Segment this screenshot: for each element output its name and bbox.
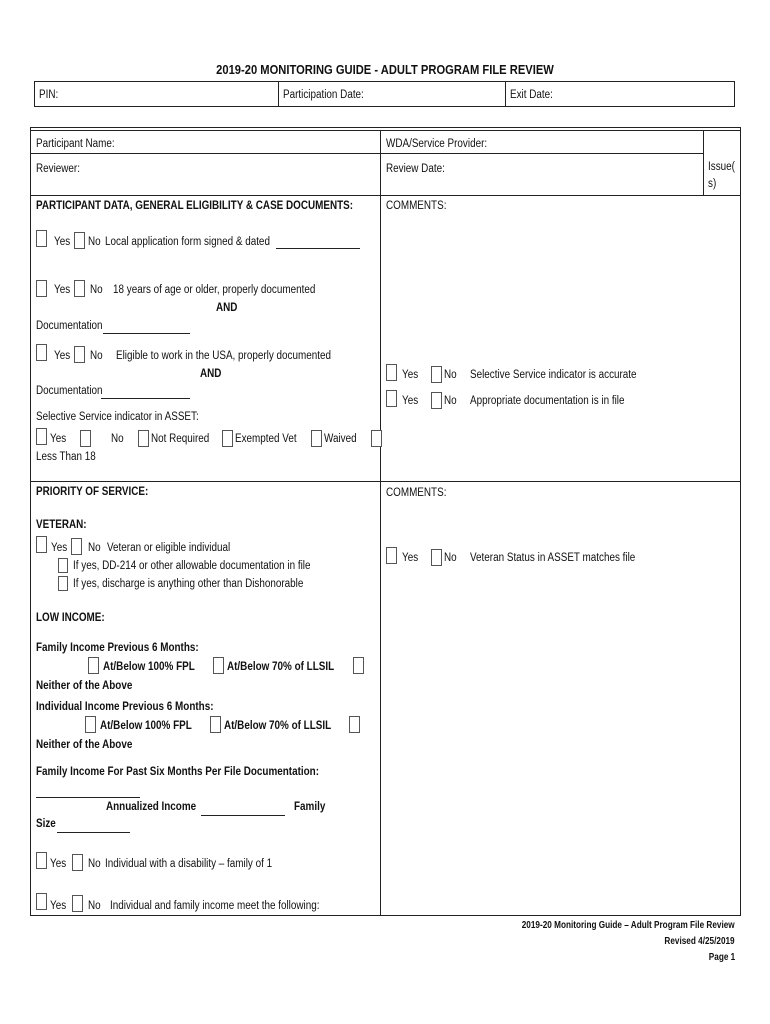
yes-label: Yes	[54, 350, 71, 362]
section2-comments: COMMENTS:	[386, 487, 447, 499]
fpl-label: At/Below 100% FPL	[100, 720, 192, 732]
doc-in-file-label: Appropriate documentation is in file	[470, 395, 625, 407]
work-yes-checkbox[interactable]	[36, 344, 47, 361]
ss-accurate-label: Selective Service indicator is accurate	[470, 369, 637, 381]
individual-income-prev-label: Individual Income Previous 6 Months:	[36, 701, 214, 713]
ss-accurate-yes-checkbox[interactable]	[386, 364, 397, 381]
pin-field[interactable]: PIN:	[39, 89, 59, 101]
doc-in-file-no-checkbox[interactable]	[431, 392, 442, 409]
age-label: 18 years of age or older, properly documented	[113, 284, 316, 296]
participant-name-field[interactable]: Participant Name:	[36, 138, 115, 150]
documentation-underline	[101, 398, 190, 399]
dd214-checkbox[interactable]	[58, 558, 68, 573]
yes-label: Yes	[54, 284, 71, 296]
veteran-item-label: Veteran or eligible individual	[107, 542, 231, 554]
fpl-label: At/Below 100% FPL	[103, 661, 195, 673]
work-label: Eligible to work in the USA, properly documented	[116, 350, 331, 362]
family-neither-checkbox[interactable]	[353, 657, 364, 674]
local-app-yes-checkbox[interactable]	[36, 230, 47, 247]
local-app-no-checkbox[interactable]	[74, 232, 85, 249]
header-row	[34, 81, 735, 107]
neither-label: Neither of the Above	[36, 739, 133, 751]
footer-revised: Revised 4/25/2019	[664, 936, 735, 947]
ss-yes-checkbox[interactable]	[36, 428, 47, 445]
no-label: No	[88, 900, 101, 912]
llsil-label: At/Below 70% of LLSIL	[227, 661, 335, 673]
no-label: No	[88, 858, 101, 870]
ss-not-required-checkbox[interactable]	[138, 430, 149, 447]
disability-no-checkbox[interactable]	[72, 854, 83, 871]
exit-date-field[interactable]: Exit Date:	[510, 89, 553, 101]
footer-title: 2019-20 Monitoring Guide – Adult Program File Review	[522, 920, 735, 931]
work-no-checkbox[interactable]	[74, 346, 85, 363]
indiv-neither-checkbox[interactable]	[349, 716, 360, 733]
yes-label: Yes	[50, 858, 67, 870]
page-title: 2019-20 MONITORING GUIDE - ADULT PROGRAM FILE REVIEW	[216, 62, 554, 77]
family-fpl-checkbox[interactable]	[88, 657, 99, 674]
reviewer-field[interactable]: Reviewer:	[36, 163, 80, 175]
low-income-heading: LOW INCOME:	[36, 612, 105, 624]
section1-comments: COMMENTS:	[386, 200, 447, 212]
review-date-field[interactable]: Review Date:	[386, 163, 445, 175]
yes-label: Yes	[54, 236, 71, 248]
no-label: No	[90, 284, 103, 296]
participation-date-field[interactable]: Participation Date:	[283, 89, 364, 101]
discharge-label: If yes, discharge is anything other than Dishonorable	[73, 578, 304, 590]
wda-provider-field[interactable]: WDA/Service Provider:	[386, 138, 488, 150]
veteran-no-checkbox[interactable]	[71, 538, 82, 555]
local-app-underline	[276, 248, 360, 249]
yes-label: Yes	[402, 369, 419, 381]
doc-in-file-yes-checkbox[interactable]	[386, 390, 397, 407]
income-underline-2	[201, 815, 285, 816]
neither-label: Neither of the Above	[36, 680, 133, 692]
documentation-label: Documentation	[36, 385, 103, 397]
and-label: AND	[200, 368, 222, 380]
no-label: No	[111, 433, 124, 445]
size-underline	[57, 832, 130, 833]
size-label: Size	[36, 818, 56, 830]
no-label: No	[444, 552, 457, 564]
no-label: No	[444, 395, 457, 407]
veteran-yes-checkbox[interactable]	[36, 536, 47, 553]
age-no-checkbox[interactable]	[74, 280, 85, 297]
footer-page: Page 1	[708, 952, 735, 963]
section1-heading: PARTICIPANT DATA, GENERAL ELIGIBILITY & CASE DOCUMENTS:	[36, 200, 354, 212]
ss-waived-checkbox[interactable]	[311, 430, 322, 447]
yes-label: Yes	[402, 552, 419, 564]
ss-less-than-18-checkbox[interactable]	[371, 430, 382, 447]
documentation-underline	[103, 333, 190, 334]
income-underline-1	[36, 797, 140, 798]
yes-label: Yes	[402, 395, 419, 407]
no-label: No	[90, 350, 103, 362]
ss-less-than-18-label: Less Than 18	[36, 451, 96, 463]
disability-label: Individual with a disability – family of 1	[105, 858, 273, 870]
no-label: No	[444, 369, 457, 381]
llsil-label: At/Below 70% of LLSIL	[224, 720, 332, 732]
veteran-heading: VETERAN:	[36, 519, 87, 531]
ss-exempted-vet-checkbox[interactable]	[222, 430, 233, 447]
yes-label: Yes	[50, 900, 67, 912]
no-label: No	[88, 236, 101, 248]
ss-waived-label: Waived	[324, 433, 357, 445]
and-label: AND	[216, 302, 238, 314]
issues-header: Issue(	[708, 161, 735, 173]
disability-yes-checkbox[interactable]	[36, 852, 47, 869]
indiv-fpl-checkbox[interactable]	[85, 716, 96, 733]
ss-not-required-label: Not Required	[151, 433, 210, 445]
income-meet-label: Individual and family income meet the following:	[110, 900, 320, 912]
income-meet-no-checkbox[interactable]	[72, 895, 83, 912]
ss-heading: Selective Service indicator in ASSET:	[36, 411, 199, 423]
veteran-status-yes-checkbox[interactable]	[386, 547, 397, 564]
section2-heading: PRIORITY OF SERVICE:	[36, 486, 149, 498]
annualized-income-label: Annualized Income	[106, 801, 197, 813]
issues-header-cont: s)	[708, 178, 717, 190]
ss-no-checkbox[interactable]	[80, 430, 91, 447]
family-label: Family	[294, 801, 326, 813]
income-meet-yes-checkbox[interactable]	[36, 893, 47, 910]
dd214-label: If yes, DD-214 or other allowable documentation in file	[73, 560, 311, 572]
yes-label: Yes	[51, 542, 68, 554]
veteran-status-no-checkbox[interactable]	[431, 549, 442, 566]
family-income-past-label: Family Income For Past Six Months Per File Documentation:	[36, 766, 320, 778]
documentation-label: Documentation	[36, 320, 103, 332]
family-income-prev-label: Family Income Previous 6 Months:	[36, 642, 199, 654]
no-label: No	[88, 542, 101, 554]
veteran-status-label: Veteran Status in ASSET matches file	[470, 552, 636, 564]
ss-accurate-no-checkbox[interactable]	[431, 366, 442, 383]
family-llsil-checkbox[interactable]	[213, 657, 224, 674]
age-yes-checkbox[interactable]	[36, 280, 47, 297]
ss-exempted-vet-label: Exempted Vet	[235, 433, 297, 445]
indiv-llsil-checkbox[interactable]	[210, 716, 221, 733]
local-app-label: Local application form signed & dated	[105, 236, 270, 248]
yes-label: Yes	[50, 433, 67, 445]
discharge-checkbox[interactable]	[58, 576, 68, 591]
